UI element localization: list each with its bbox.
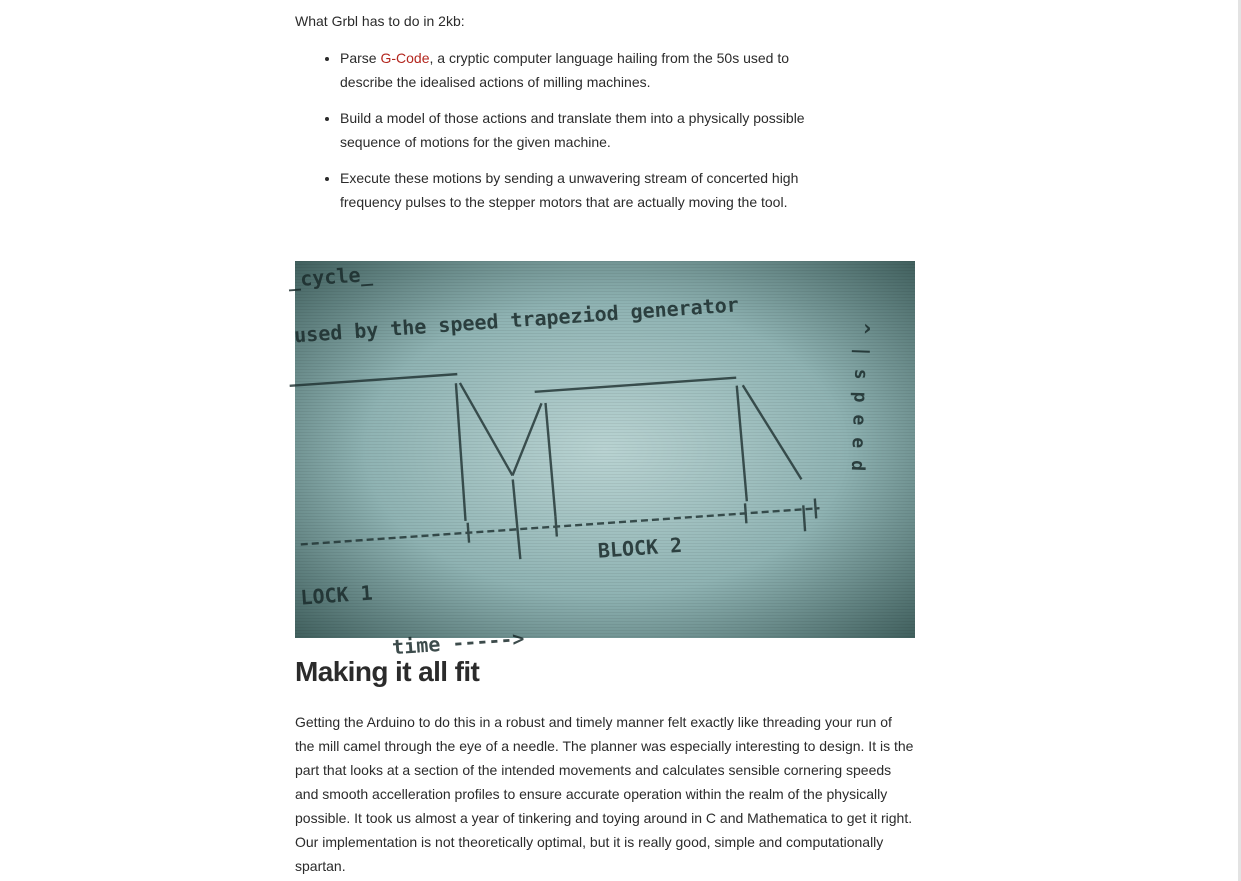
section-heading: Making it all fit (295, 656, 480, 687)
list-item-text: , a cryptic computer language hailing from the 50s used to describe the idealised actions of milling machines. (340, 50, 790, 90)
speed-trapezoid-photo (287, 261, 915, 660)
list-item (340, 46, 810, 94)
photo-line-top: _cycle_ (287, 261, 374, 292)
intro-text: What Grbl has to do in 2kb: (295, 13, 465, 29)
list-item: • Build a model of those actions and translate them into a physically possible sequence of motions for the given machine. (340, 106, 810, 154)
list-item: • Execute these motions by sending a unwavering stream of concerted high frequency pulses to the stepper motors that are actually moving the tool. (340, 166, 810, 214)
photo-block1-label: LOCK 1 (299, 580, 374, 610)
grbl-task-list (295, 46, 810, 214)
photo-time-label: time -----> (391, 626, 526, 660)
photo-speed-label: ^|speed (846, 322, 873, 484)
gcode-link[interactable]: G-Code (380, 50, 430, 66)
section-paragraph: Getting the Arduino to do this in a robust and timely manner felt exactly like threading your run of the mill camel through the eye of a needle. The planner was especially interesting to design. It is the part that looks at a section of the intended movements and calculates sensible cornering speeds and smooth accelleration profiles to ensure accurate operation within the realm of the physically possible. It took us almost a year of tinkering and toying around in C and Mathematica to get it right. Our implementation is not theoretically optimal, but it is really good, simple and computationally spartan. (295, 714, 914, 874)
list-item-text: Parse (340, 50, 381, 66)
photo-block2-label: BLOCK 2 (597, 532, 683, 563)
photo-caption-line: used by the speed trapeziod generator (293, 292, 740, 348)
